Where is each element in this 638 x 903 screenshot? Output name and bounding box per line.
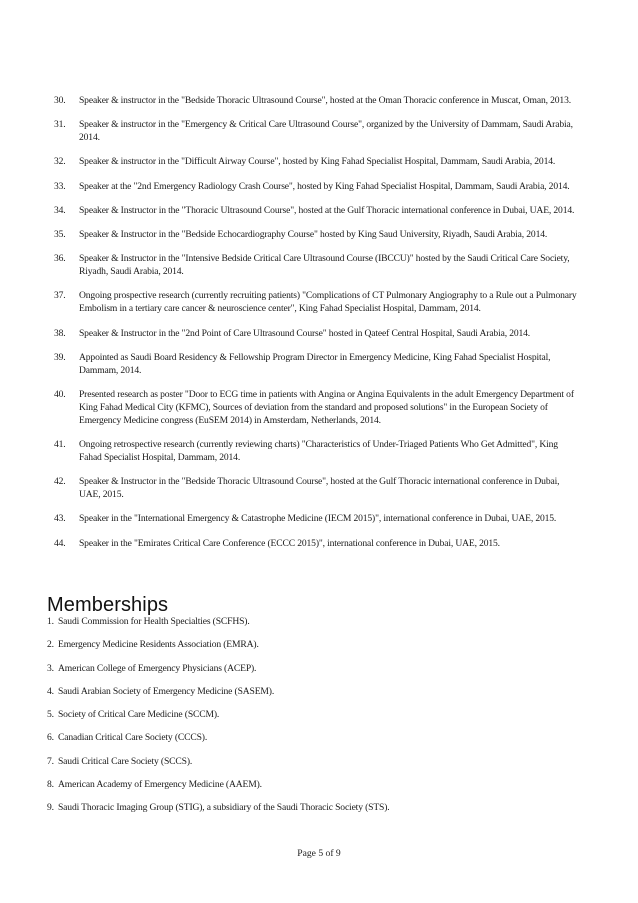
item-number: 43. bbox=[54, 513, 66, 525]
list-item bbox=[0, 709, 638, 732]
item-text: Speaker & instructor in the "Bedside Thoracic Ultrasound Course", hosted at the Oman Thoracic conference in Muscat, Oman, 2013. bbox=[79, 95, 571, 106]
list-item bbox=[0, 639, 638, 662]
item-text: Saudi Critical Care Society (SCCS). bbox=[58, 755, 193, 767]
list-item bbox=[0, 118, 638, 144]
list-item bbox=[0, 537, 638, 550]
list-item bbox=[0, 663, 638, 686]
item-text: American Academy of Emergency Medicine (AAEM). bbox=[58, 779, 262, 791]
item-number: 42. bbox=[54, 476, 66, 488]
item-number: 2. bbox=[47, 639, 54, 651]
item-text: Saudi Commission for Health Specialties (SCFHS). bbox=[58, 616, 250, 627]
item-number: 34. bbox=[54, 204, 66, 216]
item-text: Speaker & instructor in the "Emergency & Critical Care Ultrasound Course", organized by the University of Dammam, Saudi Arabia, 2014. bbox=[79, 119, 573, 144]
list-item bbox=[0, 779, 638, 802]
item-text: Emergency Medicine Residents Association (EMRA). bbox=[58, 639, 259, 651]
memberships-list bbox=[0, 616, 638, 826]
item-number: 41. bbox=[54, 439, 66, 451]
page-number: Page 5 of 9 bbox=[297, 848, 341, 859]
item-text: Speaker at the "2nd Emergency Radiology Crash Course", hosted by King Fahad Specialist Hospital, Dammam, Saudi Arabia, 2014. bbox=[79, 180, 570, 192]
item-number: 5. bbox=[47, 709, 54, 721]
list-item bbox=[0, 732, 638, 755]
item-number: 31. bbox=[54, 119, 66, 131]
item-number: 38. bbox=[54, 327, 66, 339]
item-number: 7. bbox=[47, 755, 54, 767]
item-number: 9. bbox=[47, 802, 54, 814]
item-number: 6. bbox=[47, 732, 54, 744]
list-item bbox=[0, 327, 638, 340]
list-item bbox=[0, 802, 638, 825]
item-text: Speaker & Instructor in the "Thoracic Ultrasound Course", hosted at the Gulf Thoracic international conference in Dubai, UAE, 2014. bbox=[79, 204, 575, 216]
list-item bbox=[0, 351, 638, 377]
list-item bbox=[0, 616, 638, 639]
item-text: Saudi Thoracic Imaging Group (STIG), a subsidiary of the Saudi Thoracic Society (STS). bbox=[58, 802, 390, 814]
list-item bbox=[0, 686, 638, 709]
list-item bbox=[0, 204, 638, 217]
item-text: Speaker & Instructor in the "Bedside Echocardiography Course" hosted by King Saud University, Riyadh, Saudi Arabia, 2014. bbox=[79, 228, 548, 240]
item-number: 33. bbox=[54, 180, 66, 192]
list-item bbox=[0, 180, 638, 193]
item-text: Ongoing prospective research (currently recruiting patients) "Complications of CT Pulmonary Angiography to a Rule out a Pulmonary Embolism in a tertiary care cancer & neuroscience center", King Fahad Specialist Hospital, Dammam, 2014. bbox=[79, 290, 577, 315]
list-item bbox=[0, 475, 638, 501]
item-text: Canadian Critical Care Society (CCCS). bbox=[58, 732, 208, 744]
item-number: 30. bbox=[54, 95, 66, 106]
item-number: 44. bbox=[54, 537, 66, 549]
list-item bbox=[0, 756, 638, 779]
list-item bbox=[0, 94, 638, 107]
item-number: 3. bbox=[47, 662, 54, 674]
list-item bbox=[0, 252, 638, 278]
list-item bbox=[0, 155, 638, 168]
item-text: Society of Critical Care Medicine (SCCM). bbox=[58, 709, 220, 721]
item-number: 37. bbox=[54, 290, 66, 302]
list-item bbox=[0, 388, 638, 427]
item-number: 36. bbox=[54, 253, 66, 265]
item-number: 4. bbox=[47, 685, 54, 697]
item-text: Speaker in the "Emirates Critical Care Conference (ECCC 2015)", international conference in Dubai, UAE, 2015. bbox=[79, 537, 500, 549]
item-number: 35. bbox=[54, 228, 66, 240]
item-text: Speaker & Instructor in the "Intensive Bedside Critical Care Ultrasound Course (IBCCU)" hosted by the Saudi Critical Care Society, Riyadh, Saudi Arabia, 2014. bbox=[79, 253, 570, 278]
item-text: American College of Emergency Physicians (ACEP). bbox=[58, 662, 257, 674]
item-number: 32. bbox=[54, 156, 66, 168]
item-text: Speaker & instructor in the "Difficult Airway Course", hosted by King Fahad Specialist Hospital, Dammam, Saudi Arabia, 2014. bbox=[79, 156, 556, 168]
item-text: Speaker & Instructor in the "2nd Point of Care Ultrasound Course" hosted in Qateef Central Hospital, Saudi Arabia, 2014. bbox=[79, 327, 531, 339]
item-number: 1. bbox=[47, 616, 54, 627]
list-item bbox=[0, 512, 638, 525]
item-number: 8. bbox=[47, 779, 54, 791]
item-text: Speaker & Instructor in the "Bedside Thoracic Ultrasound Course", hosted at the Gulf Thoracic international conference in Dubai, UAE, 2015. bbox=[79, 476, 560, 501]
list-item bbox=[0, 289, 638, 315]
activities-list bbox=[0, 94, 638, 561]
item-text: Appointed as Saudi Board Residency & Fellowship Program Director in Emergency Medicine, King Fahad Specialist Hospital, Dammam, 2014. bbox=[79, 351, 551, 376]
item-number: 40. bbox=[54, 388, 66, 400]
list-item bbox=[0, 228, 638, 241]
item-text: Ongoing retrospective research (currently reviewing charts) "Characteristics of Under-Triaged Patients Who Get Admitted", King Fahad Specialist Hospital, Dammam, 2014. bbox=[79, 439, 558, 464]
item-text: Speaker in the "International Emergency & Catastrophe Medicine (IECM 2015)", international conference in Dubai, UAE, 2015. bbox=[79, 513, 557, 525]
item-text: Presented research as poster "Door to ECG time in patients with Angina or Angina Equivalents in the adult Emergency Department of King Fahad Medical City (KFMC), Sources of deviation from the standard and proposed solutions" in the European Society of Emergency Medicine congress (EuSEM 2014) in Amsterdam, Netherlands, 2014. bbox=[79, 388, 574, 426]
item-number: 39. bbox=[54, 351, 66, 363]
memberships-heading: Memberships bbox=[47, 594, 169, 616]
item-text: Saudi Arabian Society of Emergency Medicine (SASEM). bbox=[58, 685, 275, 697]
list-item bbox=[0, 438, 638, 464]
